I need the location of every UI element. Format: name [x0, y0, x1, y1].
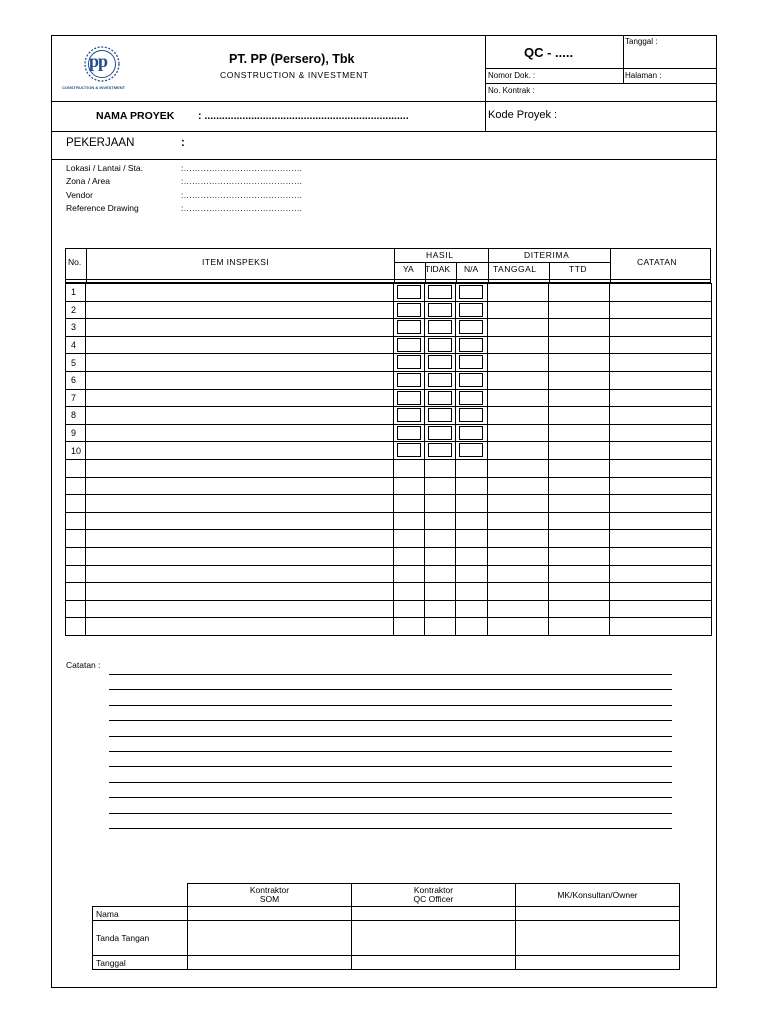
tidak-cell[interactable]: [425, 618, 456, 636]
na-cell[interactable]: [456, 530, 488, 548]
sig-header-owner: MK/Konsultan/Owner: [516, 884, 680, 907]
ttd-cell[interactable]: [549, 371, 610, 389]
sig-cell[interactable]: [188, 907, 352, 921]
item-cell[interactable]: [86, 336, 394, 354]
detail-label: Lokasi / Lantai / Sta.: [66, 163, 144, 173]
na-cell[interactable]: [456, 389, 488, 407]
catatan-cell[interactable]: [610, 371, 712, 389]
tidak-cell[interactable]: [425, 530, 456, 548]
catatan-cell[interactable]: [610, 565, 712, 583]
na-cell[interactable]: [456, 459, 488, 477]
item-cell[interactable]: [86, 389, 394, 407]
catatan-cell[interactable]: [610, 530, 712, 548]
tanggal-cell[interactable]: [488, 336, 549, 354]
detail-value[interactable]: :……………………………………: [181, 163, 303, 173]
row-number: [66, 618, 86, 636]
ya-cell[interactable]: [394, 284, 425, 302]
na-cell[interactable]: [456, 442, 488, 460]
ttd-cell[interactable]: [549, 442, 610, 460]
tanggal-cell[interactable]: [488, 530, 549, 548]
tidak-cell[interactable]: [425, 407, 456, 425]
catatan-cell[interactable]: [610, 424, 712, 442]
tidak-cell[interactable]: [425, 424, 456, 442]
sig-cell[interactable]: [516, 907, 680, 921]
inspection-table-header: [65, 248, 711, 283]
tanggal-cell[interactable]: [488, 301, 549, 319]
ya-cell[interactable]: [394, 495, 425, 513]
catatan-cell[interactable]: [610, 495, 712, 513]
na-cell[interactable]: [456, 284, 488, 302]
tidak-cell[interactable]: [425, 336, 456, 354]
na-cell[interactable]: [456, 336, 488, 354]
table-row: [66, 442, 712, 460]
ttd-cell[interactable]: [549, 336, 610, 354]
detail-label: Reference Drawing: [66, 203, 139, 213]
ttd-cell[interactable]: [549, 512, 610, 530]
tanggal-cell[interactable]: [488, 459, 549, 477]
na-cell[interactable]: [456, 319, 488, 337]
na-cell[interactable]: [456, 565, 488, 583]
sig-cell[interactable]: [516, 956, 680, 970]
sig-cell[interactable]: [188, 921, 352, 956]
item-cell[interactable]: [86, 354, 394, 372]
col-na: N/A: [464, 264, 479, 274]
col-tidak: TIDAK: [425, 264, 451, 274]
row-number: [66, 583, 86, 601]
ya-cell[interactable]: [394, 547, 425, 565]
row-number: [66, 530, 86, 548]
kode-proyek-label: Kode Proyek :: [488, 109, 558, 121]
row-number: 5: [66, 354, 86, 372]
catatan-cell[interactable]: [610, 618, 712, 636]
sig-cell[interactable]: [188, 956, 352, 970]
table-row: [66, 354, 712, 372]
catatan-cell[interactable]: [610, 389, 712, 407]
ya-cell[interactable]: [394, 530, 425, 548]
item-cell[interactable]: [86, 371, 394, 389]
ttd-cell[interactable]: [549, 565, 610, 583]
ya-cell[interactable]: [394, 565, 425, 583]
checkbox[interactable]: [459, 355, 483, 369]
na-cell[interactable]: [456, 547, 488, 565]
col-diterima: DITERIMA: [524, 250, 570, 260]
tanggal-cell[interactable]: [488, 547, 549, 565]
checkbox[interactable]: [459, 426, 483, 440]
notes-label: Catatan :: [66, 660, 101, 670]
catatan-cell[interactable]: [610, 442, 712, 460]
item-cell[interactable]: [86, 530, 394, 548]
checkbox[interactable]: [459, 303, 483, 317]
item-cell[interactable]: [86, 284, 394, 302]
table-row: [66, 424, 712, 442]
tanggal-cell[interactable]: [488, 371, 549, 389]
table-row: [66, 600, 712, 618]
checkbox[interactable]: [459, 373, 483, 387]
table-row: [66, 284, 712, 302]
checkbox[interactable]: [428, 443, 452, 457]
row-number: 7: [66, 389, 86, 407]
col-catatan: CATATAN: [637, 257, 677, 267]
checkbox[interactable]: [397, 373, 421, 387]
table-row: [66, 319, 712, 337]
row-number: [66, 547, 86, 565]
catatan-cell[interactable]: [610, 583, 712, 601]
catatan-cell[interactable]: [610, 477, 712, 495]
ttd-cell[interactable]: [549, 354, 610, 372]
tanggal-cell[interactable]: [488, 319, 549, 337]
ya-cell[interactable]: [394, 371, 425, 389]
ya-cell[interactable]: [394, 459, 425, 477]
ttd-cell[interactable]: [549, 459, 610, 477]
nama-proyek-label: NAMA PROYEK: [96, 110, 175, 122]
na-cell[interactable]: [456, 407, 488, 425]
table-row: [66, 547, 712, 565]
na-cell[interactable]: [456, 600, 488, 618]
item-cell[interactable]: [86, 618, 394, 636]
table-row: [66, 530, 712, 548]
catatan-cell[interactable]: [610, 336, 712, 354]
pekerjaan-label: PEKERJAAN: [66, 137, 135, 149]
qc-form-page: [51, 35, 717, 988]
company-subtitle: CONSTRUCTION & INVESTMENT: [220, 70, 369, 80]
table-row: [66, 495, 712, 513]
row-number: 2: [66, 301, 86, 319]
checkbox[interactable]: [397, 426, 421, 440]
note-line[interactable]: [109, 766, 672, 767]
table-row: [66, 371, 712, 389]
catatan-cell[interactable]: [610, 600, 712, 618]
col-tanggal: TANGGAL: [493, 264, 537, 274]
ttd-cell[interactable]: [549, 424, 610, 442]
col-ya: YA: [403, 264, 414, 274]
inspection-table: [65, 283, 712, 636]
tidak-cell[interactable]: [425, 565, 456, 583]
tanggal-cell[interactable]: [488, 354, 549, 372]
na-cell[interactable]: [456, 371, 488, 389]
detail-value[interactable]: :……………………………………: [181, 176, 303, 186]
ya-cell[interactable]: [394, 583, 425, 601]
ttd-cell[interactable]: [549, 583, 610, 601]
ya-cell[interactable]: [394, 301, 425, 319]
checkbox[interactable]: [428, 391, 452, 405]
sig-row-nama: Nama: [93, 907, 188, 921]
note-line[interactable]: [109, 720, 672, 721]
tidak-cell[interactable]: [425, 583, 456, 601]
tanggal-cell[interactable]: [488, 284, 549, 302]
col-no: No.: [68, 257, 82, 267]
tanggal-cell[interactable]: [488, 407, 549, 425]
row-number: 8: [66, 407, 86, 425]
checkbox[interactable]: [428, 338, 452, 352]
row-number: [66, 565, 86, 583]
na-cell[interactable]: [456, 424, 488, 442]
tanggal-cell[interactable]: [488, 442, 549, 460]
table-row: [66, 618, 712, 636]
ya-cell[interactable]: [394, 618, 425, 636]
tidak-cell[interactable]: [425, 477, 456, 495]
ya-cell[interactable]: [394, 600, 425, 618]
table-row: [66, 459, 712, 477]
checkbox[interactable]: [397, 320, 421, 334]
row-number: [66, 459, 86, 477]
table-row: [66, 477, 712, 495]
item-cell[interactable]: [86, 495, 394, 513]
tanggal-cell[interactable]: [488, 512, 549, 530]
ya-cell[interactable]: [394, 354, 425, 372]
tanggal-cell[interactable]: [488, 477, 549, 495]
signature-table: [92, 883, 680, 970]
na-cell[interactable]: [456, 512, 488, 530]
nomor-dok-label: Nomor Dok. :: [488, 71, 536, 80]
col-item: ITEM INSPEKSI: [202, 257, 270, 267]
catatan-cell[interactable]: [610, 301, 712, 319]
row-number: [66, 495, 86, 513]
ttd-cell[interactable]: [549, 301, 610, 319]
ttd-cell[interactable]: [549, 600, 610, 618]
note-line[interactable]: [109, 751, 672, 752]
nama-proyek-value[interactable]: : ......................................................................: [198, 110, 409, 122]
row-number: [66, 600, 86, 618]
checkbox[interactable]: [459, 408, 483, 422]
ya-cell[interactable]: [394, 442, 425, 460]
ttd-cell[interactable]: [549, 618, 610, 636]
checkbox[interactable]: [397, 338, 421, 352]
item-cell[interactable]: [86, 583, 394, 601]
note-line[interactable]: [109, 813, 672, 814]
item-cell[interactable]: [86, 319, 394, 337]
checkbox[interactable]: [397, 408, 421, 422]
note-line[interactable]: [109, 797, 672, 798]
no-kontrak-label: No. Kontrak :: [488, 86, 535, 95]
qc-code: QC - .....: [524, 45, 574, 60]
table-row: [66, 336, 712, 354]
tidak-cell[interactable]: [425, 512, 456, 530]
ya-cell[interactable]: [394, 336, 425, 354]
tidak-cell[interactable]: [425, 459, 456, 477]
table-row: [66, 583, 712, 601]
tidak-cell[interactable]: [425, 495, 456, 513]
checkbox[interactable]: [428, 373, 452, 387]
checkbox[interactable]: [428, 408, 452, 422]
tanggal-cell[interactable]: [488, 600, 549, 618]
sig-cell[interactable]: [352, 907, 516, 921]
table-row: [66, 565, 712, 583]
row-number: 1: [66, 284, 86, 302]
sig-header-som: Kontraktor SOM: [188, 884, 352, 907]
item-cell[interactable]: [86, 565, 394, 583]
item-cell[interactable]: [86, 459, 394, 477]
tidak-cell[interactable]: [425, 389, 456, 407]
item-cell[interactable]: [86, 547, 394, 565]
item-cell[interactable]: [86, 600, 394, 618]
checkbox[interactable]: [428, 285, 452, 299]
tidak-cell[interactable]: [425, 547, 456, 565]
ya-cell[interactable]: [394, 319, 425, 337]
ya-cell[interactable]: [394, 477, 425, 495]
col-ttd: TTD: [569, 264, 588, 274]
sig-cell[interactable]: [352, 921, 516, 956]
checkbox[interactable]: [459, 320, 483, 334]
tidak-cell[interactable]: [425, 301, 456, 319]
tidak-cell[interactable]: [425, 371, 456, 389]
row-number: [66, 512, 86, 530]
item-cell[interactable]: [86, 512, 394, 530]
table-row: [66, 407, 712, 425]
tanggal-cell[interactable]: [488, 424, 549, 442]
na-cell[interactable]: [456, 583, 488, 601]
sig-cell[interactable]: [516, 921, 680, 956]
checkbox[interactable]: [397, 443, 421, 457]
tidak-cell[interactable]: [425, 354, 456, 372]
checkbox[interactable]: [428, 355, 452, 369]
checkbox[interactable]: [397, 285, 421, 299]
detail-value[interactable]: :……………………………………: [181, 190, 303, 200]
table-row: [66, 301, 712, 319]
na-cell[interactable]: [456, 477, 488, 495]
tanggal-cell[interactable]: [488, 389, 549, 407]
checkbox[interactable]: [397, 303, 421, 317]
checkbox[interactable]: [459, 443, 483, 457]
tidak-cell[interactable]: [425, 319, 456, 337]
catatan-cell[interactable]: [610, 459, 712, 477]
logo-caption: CONSTRUCTION & INVESTMENT: [62, 85, 126, 90]
tidak-cell[interactable]: [425, 284, 456, 302]
note-line[interactable]: [109, 782, 672, 783]
item-cell[interactable]: [86, 424, 394, 442]
tidak-cell[interactable]: [425, 442, 456, 460]
ttd-cell[interactable]: [549, 547, 610, 565]
note-line[interactable]: [109, 736, 672, 737]
col-hasil: HASIL: [426, 250, 454, 260]
checkbox[interactable]: [428, 303, 452, 317]
catatan-cell[interactable]: [610, 284, 712, 302]
tanggal-cell[interactable]: [488, 583, 549, 601]
company-name: PT. PP (Persero), Tbk: [229, 52, 355, 66]
ya-cell[interactable]: [394, 512, 425, 530]
detail-label: Vendor: [66, 190, 93, 200]
checkbox[interactable]: [397, 391, 421, 405]
ttd-cell[interactable]: [549, 319, 610, 337]
table-row: [66, 389, 712, 407]
tanggal-cell[interactable]: [488, 565, 549, 583]
sig-cell[interactable]: [352, 956, 516, 970]
note-line[interactable]: [109, 689, 672, 690]
checkbox[interactable]: [459, 338, 483, 352]
item-cell[interactable]: [86, 301, 394, 319]
note-line[interactable]: [109, 674, 672, 675]
sig-row-tanggal: Tanggal: [93, 956, 188, 970]
ttd-cell[interactable]: [549, 477, 610, 495]
catatan-cell[interactable]: [610, 319, 712, 337]
table-row: [66, 512, 712, 530]
ttd-cell[interactable]: [549, 495, 610, 513]
na-cell[interactable]: [456, 301, 488, 319]
ttd-cell[interactable]: [549, 284, 610, 302]
row-number: 9: [66, 424, 86, 442]
row-number: [66, 477, 86, 495]
row-number: 10: [66, 442, 86, 460]
tanggal-label: Tanggal :: [625, 37, 658, 46]
tanggal-cell[interactable]: [488, 495, 549, 513]
note-line[interactable]: [109, 705, 672, 706]
checkbox[interactable]: [397, 355, 421, 369]
sig-header-qc-officer: Kontraktor QC Officer: [352, 884, 516, 907]
item-cell[interactable]: [86, 477, 394, 495]
company-logo: [56, 44, 156, 92]
ttd-cell[interactable]: [549, 530, 610, 548]
item-cell[interactable]: [86, 407, 394, 425]
note-line[interactable]: [109, 828, 672, 829]
checkbox[interactable]: [459, 285, 483, 299]
halaman-label: Halaman :: [625, 71, 662, 80]
logo-text: pp: [89, 51, 108, 71]
row-number: 4: [66, 336, 86, 354]
detail-value[interactable]: :……………………………………: [181, 203, 303, 213]
item-cell[interactable]: [86, 442, 394, 460]
ya-cell[interactable]: [394, 407, 425, 425]
ttd-cell[interactable]: [549, 389, 610, 407]
detail-label: Zona / Area: [66, 176, 110, 186]
catatan-cell[interactable]: [610, 407, 712, 425]
ya-cell[interactable]: [394, 424, 425, 442]
sig-row-tanda-tangan: Tanda Tangan: [93, 921, 188, 956]
checkbox[interactable]: [428, 426, 452, 440]
row-number: 6: [66, 371, 86, 389]
row-number: 3: [66, 319, 86, 337]
na-cell[interactable]: [456, 495, 488, 513]
na-cell[interactable]: [456, 618, 488, 636]
catatan-cell[interactable]: [610, 512, 712, 530]
catatan-cell[interactable]: [610, 547, 712, 565]
na-cell[interactable]: [456, 354, 488, 372]
checkbox[interactable]: [428, 320, 452, 334]
checkbox[interactable]: [459, 391, 483, 405]
tidak-cell[interactable]: [425, 600, 456, 618]
pekerjaan-colon: :: [181, 137, 185, 149]
tanggal-cell[interactable]: [488, 618, 549, 636]
ya-cell[interactable]: [394, 389, 425, 407]
catatan-cell[interactable]: [610, 354, 712, 372]
ttd-cell[interactable]: [549, 407, 610, 425]
